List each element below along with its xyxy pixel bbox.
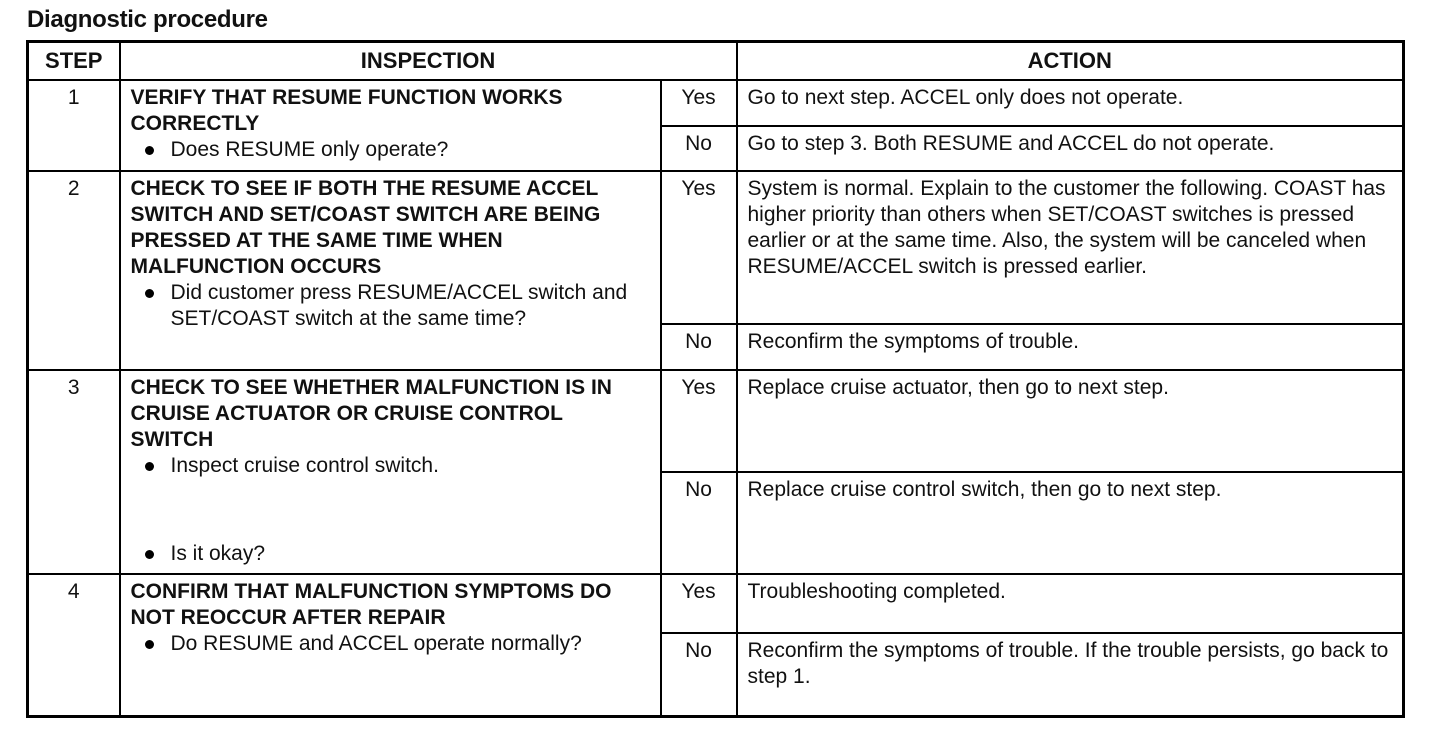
table-row — [28, 370, 1404, 472]
no-label: No — [661, 126, 737, 171]
inspection-bullet: Is it okay? — [131, 541, 650, 567]
inspection-cell — [120, 80, 661, 171]
yes-label: Yes — [661, 80, 737, 126]
no-action: Go to step 3. Both RESUME and ACCEL do not operate. — [737, 126, 1404, 171]
no-action: Replace cruise control switch, then go to next step. — [737, 472, 1404, 574]
page-title: Diagnostic procedure — [27, 6, 268, 33]
step-number: 1 — [28, 80, 120, 171]
yes-action: System is normal. Explain to the customer the following. COAST has higher priority than others when SET/COAST switches is pressed earlier or at the same time. Also, the system will be canceled when RESUME/ACCEL switch is pressed earlier. — [737, 171, 1404, 324]
header-step: STEP — [28, 42, 120, 81]
table-row — [28, 80, 1404, 126]
no-action: Reconfirm the symptoms of trouble. — [737, 324, 1404, 370]
inspection-cell — [120, 370, 661, 574]
diagnostic-table — [26, 40, 1405, 718]
step-number: 3 — [28, 370, 120, 574]
step-number: 4 — [28, 574, 120, 716]
inspection-title: VERIFY THAT RESUME FUNCTION WORKS CORRECTLY — [130, 86, 563, 135]
header-inspection: INSPECTION — [120, 42, 737, 81]
no-label: No — [661, 633, 737, 716]
header-action: ACTION — [737, 42, 1404, 81]
yes-action: Replace cruise actuator, then go to next step. — [737, 370, 1404, 472]
step-number: 2 — [28, 171, 120, 370]
yes-label: Yes — [661, 574, 737, 633]
yes-action: Go to next step. ACCEL only does not operate. — [737, 80, 1404, 126]
no-label: No — [661, 472, 737, 574]
inspection-bullet: Inspect cruise control switch. — [131, 453, 650, 479]
table-row — [28, 574, 1404, 633]
inspection-cell — [120, 171, 661, 370]
inspection-bullet: Did customer press RESUME/ACCEL switch and SET/COAST switch at the same time? — [131, 280, 650, 332]
yes-action: Troubleshooting completed. — [737, 574, 1404, 633]
inspection-title: CHECK TO SEE WHETHER MALFUNCTION IS IN CRUISE ACTUATOR OR CRUISE CONTROL SWITCH — [130, 376, 612, 451]
no-action: Reconfirm the symptoms of trouble. If the trouble persists, go back to step 1. — [737, 633, 1404, 716]
yes-label: Yes — [661, 171, 737, 324]
inspection-bullet: Does RESUME only operate? — [131, 137, 650, 163]
inspection-bullet: Do RESUME and ACCEL operate normally? — [131, 631, 650, 657]
table-row — [28, 171, 1404, 324]
yes-label: Yes — [661, 370, 737, 472]
no-label: No — [661, 324, 737, 370]
inspection-cell — [120, 574, 661, 716]
table-header-row — [28, 42, 1404, 81]
inspection-title: CONFIRM THAT MALFUNCTION SYMPTOMS DO NOT REOCCUR AFTER REPAIR — [130, 580, 612, 629]
inspection-title: CHECK TO SEE IF BOTH THE RESUME ACCEL SWITCH AND SET/COAST SWITCH ARE BEING PRESSED AT THE SAME TIME WHEN MALFUNCTION OCCURS — [130, 177, 601, 278]
